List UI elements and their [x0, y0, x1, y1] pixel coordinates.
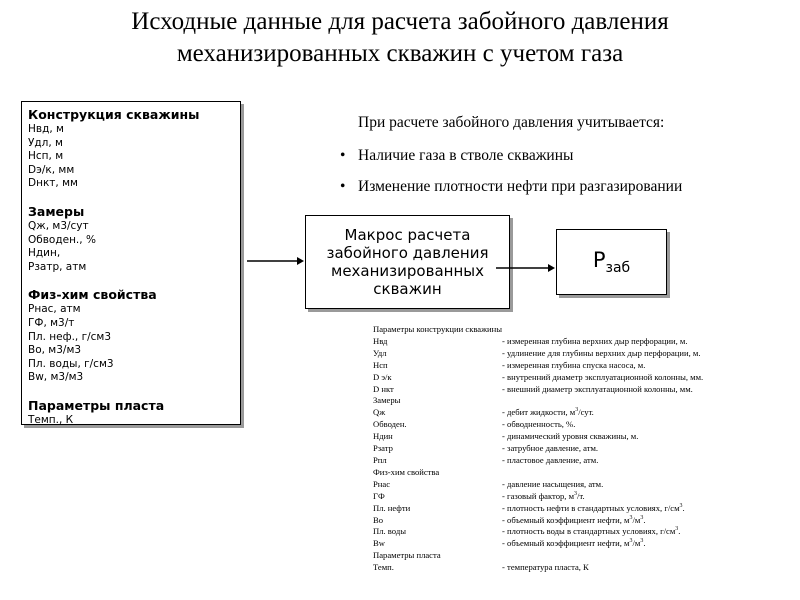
legend-row — [373, 479, 703, 491]
legend-table — [373, 324, 703, 574]
legend-term: D э/к — [373, 371, 392, 382]
legend-row — [373, 336, 703, 348]
parameter-item: Нвд, м — [28, 123, 64, 135]
legend-term: Физ-хим свойства — [373, 466, 440, 477]
legend-term: D нкт — [373, 383, 394, 394]
legend-row — [373, 407, 703, 419]
legend-block — [373, 324, 703, 574]
parameter-item: Во, м3/м3 — [28, 344, 82, 357]
legend-row — [373, 443, 703, 455]
legend-term: Рзатр — [373, 443, 393, 454]
legend-row — [373, 455, 703, 467]
legend-description — [502, 550, 703, 562]
legend-row — [373, 419, 703, 431]
result-subscript: заб — [605, 260, 631, 276]
macro-box — [305, 215, 510, 309]
legend-term: Пл. воды — [373, 526, 406, 537]
legend-term: ГФ — [373, 490, 385, 501]
notes-lead: При расчете забойного давления учитывается: — [358, 114, 665, 131]
parameter-item: Нсп, м — [28, 150, 64, 163]
legend-description: - измеренная глубина спуска насоса, м. — [502, 359, 646, 370]
bullet-dot-icon: • — [340, 178, 346, 195]
legend-description: - обводненность, %. — [502, 419, 576, 430]
legend-term: Qж — [373, 407, 386, 418]
legend-description: - динамический уровня скважины, м. — [502, 431, 639, 442]
parameter-item: Qж, м3/сут — [28, 219, 89, 232]
legend-row — [373, 526, 703, 538]
section-gap — [28, 385, 240, 398]
section-heading: Параметры пласта — [28, 397, 165, 413]
notes-bullet-1: • Наличие газа в стволе скважины — [340, 147, 574, 164]
legend-row — [373, 550, 703, 562]
legend-term: Пл. нефти — [373, 502, 411, 513]
legend-term: Удл — [373, 347, 387, 358]
legend-description: - объемный коэффициент нефти, $м^3/м^3$. — [502, 514, 646, 525]
parameter-item: ГФ, м3/т — [28, 316, 75, 329]
legend-term: Темп. — [373, 562, 394, 573]
parameter-item: Пл. воды, г/см3 — [28, 357, 114, 370]
legend-description: - дебит жидкости, $м^3$/сут. — [502, 407, 594, 418]
legend-description: - температура пласта, К — [502, 562, 589, 573]
legend-description — [502, 324, 703, 336]
legend-row — [373, 372, 703, 384]
legend-row — [373, 348, 703, 360]
legend-term: Обводен. — [373, 419, 407, 430]
parameter-item: Dэ/к, мм — [28, 163, 75, 176]
legend-row — [373, 324, 703, 336]
parameter-item: Рзатр, атм — [28, 260, 87, 273]
title-line-1: Исходные данные для расчета забойного давления — [131, 8, 669, 35]
parameter-item: Рнас, атм — [28, 303, 81, 316]
parameter-item: Dнкт, мм — [28, 177, 78, 190]
legend-description: - плотность воды в стандартных условиях, $г/см^3$. — [502, 526, 681, 537]
legend-description: - пластовое давление, атм. — [502, 454, 599, 465]
legend-description: - газовый фактор, $м^3/т$. — [502, 490, 585, 501]
parameter-item: Удл, м — [28, 136, 63, 149]
legend-term: Нвд — [373, 335, 388, 346]
legend-term: Во — [373, 514, 384, 525]
legend-row — [373, 503, 703, 515]
result-symbol: $Р_{заб}$ — [592, 248, 631, 276]
legend-description: - давление насыщения, атм. — [502, 478, 604, 489]
notes-bullet-2: • Изменение плотности нефти при разгазировании — [340, 178, 683, 195]
section-gap — [28, 274, 240, 287]
arrow-inputs-to-macro — [245, 254, 305, 268]
legend-term: Параметры пласта — [373, 550, 441, 561]
macro-label: Макрос расчета забойного давления механизированных скважин — [326, 226, 489, 298]
legend-description: - плотность нефти в стандартных условиях, $г/см^3$. — [502, 502, 685, 513]
legend-row — [373, 515, 703, 527]
section-gap — [28, 191, 240, 204]
legend-term: Рпл — [373, 454, 387, 465]
title-line-2: механизированных скважин с учетом газа — [176, 40, 624, 67]
legend-row — [373, 431, 703, 443]
legend-row — [373, 467, 703, 479]
arrow-macro-to-result — [494, 261, 556, 275]
parameter-item: Темп., К — [28, 413, 74, 426]
legend-description — [502, 467, 703, 479]
legend-description: - внешний диаметр эксплуатационной колонны, мм. — [502, 383, 693, 394]
input-parameters-box — [21, 101, 241, 425]
section-heading: Замеры — [28, 203, 85, 219]
legend-description: - измеренная глубина верхних дыр перфорации, м. — [502, 335, 688, 346]
legend-term: Нсп — [373, 359, 388, 370]
legend-description: - затрубное давление, атм. — [502, 443, 599, 454]
parameter-item: Bw, м3/м3 — [28, 371, 84, 384]
legend-description: - внутренний диаметр эксплуатационной колонны, мм. — [502, 371, 704, 382]
legend-row — [373, 491, 703, 503]
legend-row — [373, 360, 703, 372]
bullet-dot-icon: • — [340, 147, 346, 164]
legend-term: Ндин — [373, 431, 393, 442]
legend-row — [373, 395, 703, 407]
parameter-item: Обводен., % — [28, 233, 96, 246]
legend-row — [373, 384, 703, 396]
legend-description: - удлинение для глубины верхних дыр перфорации, м. — [502, 347, 701, 358]
legend-row — [373, 538, 703, 550]
legend-term: Рнас — [373, 478, 391, 489]
legend-term: Параметры конструкции скважины — [373, 324, 503, 334]
legend-term: Замеры — [373, 395, 401, 406]
legend-description: - объемный коэффициент нефти, $м^3/м^3$. — [502, 538, 646, 549]
slide-title — [0, 6, 800, 70]
section-heading: Физ-хим свойства — [28, 287, 157, 303]
parameter-item: Пл. неф., г/см3 — [28, 330, 112, 343]
legend-term: Bw — [373, 538, 385, 549]
section-heading: Конструкция скважины — [28, 107, 200, 122]
legend-row — [373, 562, 703, 574]
parameter-item: Ндин, — [28, 247, 61, 260]
result-box — [556, 229, 667, 295]
legend-description — [502, 395, 703, 407]
